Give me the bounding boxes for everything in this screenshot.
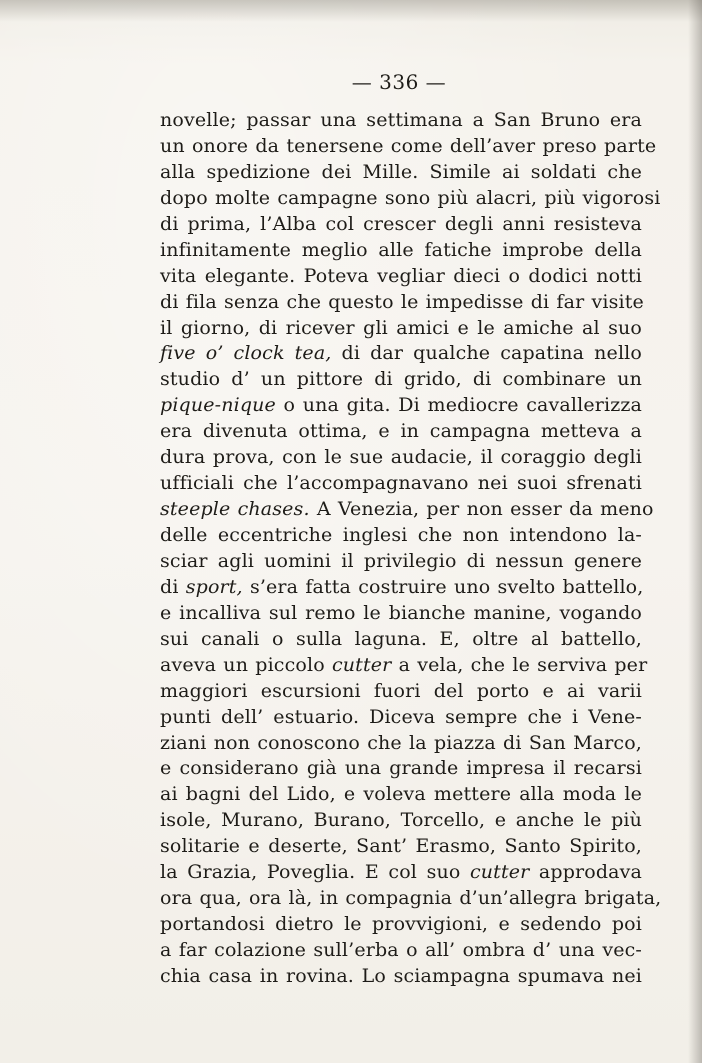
italic-text-run: pique-nique	[160, 394, 276, 417]
text-run: A Venezia, per non esser da meno	[309, 498, 654, 521]
text-run: o una gita. Di mediocre cavallerizza	[275, 394, 642, 417]
italic-text-run: cutter	[332, 653, 392, 676]
text-run: sciar agli uomini il privilegio di nessun genere	[160, 549, 642, 572]
text-run: di	[160, 575, 186, 598]
text-line	[160, 471, 642, 497]
text-line	[160, 808, 642, 834]
text-run: portandosi dietro le provvigioni, e sedendo poi	[160, 913, 642, 936]
text-run: a far colazione sull’erba o all’ ombra d’ una vec-	[160, 939, 642, 961]
text-line	[160, 860, 642, 886]
text-run: chia casa in rovina. Lo sciampagna spumava nei	[160, 964, 642, 987]
text-run: ora qua, ora là, in compagnia d’un’allegra brigata,	[160, 887, 662, 910]
italic-text-run: sport,	[185, 575, 243, 598]
text-run: aveva un piccolo	[160, 653, 332, 676]
text-run: ai bagni del Lido, e voleva mettere alla moda le	[160, 783, 642, 806]
text-run: un onore da tenersene come dell’aver preso parte	[160, 134, 657, 157]
text-run: s’era fatta costruire uno svelto battello,	[242, 575, 644, 598]
page-shadow-top	[0, 0, 702, 22]
text-run: approdava	[529, 861, 643, 884]
text-run: dura prova, con le sue audacie, il coraggio degli	[160, 446, 642, 469]
text-line	[160, 782, 642, 808]
text-run: e incalliva sul remo le bianche manine, vogando	[160, 601, 642, 624]
text-run: dopo molte campagne sono più alacri, più vigorosi	[160, 186, 661, 209]
text-line	[160, 134, 657, 160]
text-line	[160, 653, 648, 679]
text-line	[160, 264, 642, 290]
text-line	[160, 912, 642, 938]
text-run: studio d’ un pittore di grido, di combinare un	[160, 368, 642, 391]
text-line	[160, 601, 642, 627]
text-line	[160, 108, 642, 134]
text-run: a vela, che le serviva per	[391, 653, 648, 676]
text-run: di fila senza che questo le impedisse di far visite	[160, 290, 644, 313]
text-line	[160, 316, 642, 342]
text-run: era divenuta ottima, e in campagna metteva a	[160, 420, 642, 443]
text-run: maggiori escursioni fuori del porto e ai varii	[160, 679, 642, 702]
text-line	[160, 964, 642, 990]
text-line	[160, 238, 642, 264]
text-line	[160, 290, 642, 316]
text-line	[160, 445, 642, 471]
text-run: alla spedizione dei Mille. Simile ai soldati che	[160, 160, 642, 183]
text-run: delle eccentriche inglesi che non intendono la-	[160, 524, 642, 546]
text-run: novelle; passar una settimana a San Bruno era	[160, 109, 642, 131]
text-line	[160, 549, 642, 575]
body-text	[160, 108, 662, 990]
text-line	[160, 341, 642, 367]
text-run: e considerano già una grande impresa il recarsi	[160, 757, 642, 780]
text-line	[160, 731, 642, 757]
text-line	[160, 419, 642, 445]
text-line	[160, 575, 642, 601]
text-run: ziani non conoscono che la piazza di San Marco,	[160, 731, 642, 754]
text-line	[160, 523, 642, 549]
text-line	[160, 393, 642, 419]
page-number: — 336 —	[351, 70, 447, 94]
text-line	[160, 938, 642, 964]
text-line	[160, 497, 654, 523]
text-line	[160, 212, 642, 238]
text-run: punti dell’ estuario. Diceva sempre che i Vene-	[160, 705, 642, 728]
text-line	[160, 886, 662, 912]
text-run: di dar qualche capatina nello	[331, 342, 642, 365]
text-run: isole, Murano, Burano, Torcello, e anche le più	[160, 809, 642, 832]
text-line	[160, 367, 642, 393]
text-line	[160, 627, 642, 653]
text-run: il giorno, di ricever gli amici e le amiche al suo	[160, 316, 642, 339]
text-run: di prima, l’Alba col crescer degli anni resisteva	[160, 212, 642, 235]
text-run: solitarie e deserte, Sant’ Erasmo, Santo Spirito,	[160, 835, 642, 858]
text-line	[160, 160, 642, 186]
italic-text-run: steeple chases.	[160, 498, 310, 521]
text-line	[160, 705, 642, 731]
page-shadow-right	[688, 0, 702, 1063]
text-line	[160, 834, 642, 860]
text-line	[160, 756, 642, 782]
text-run: vita elegante. Poteva vegliar dieci o dodici notti	[160, 264, 642, 287]
italic-text-run: cutter	[470, 861, 530, 884]
text-run: ufficiali che l’accompagnavano nei suoi sfrenati	[160, 472, 642, 495]
text-line	[160, 679, 642, 705]
text-run: infinitamente meglio alle fatiche improbe della	[160, 238, 642, 261]
text-run: la Grazia, Poveglia. E col suo	[160, 861, 470, 884]
text-run: sui canali o sulla laguna. E, oltre al battello,	[160, 627, 642, 650]
text-line	[160, 186, 661, 212]
italic-text-run: five o’ clock tea,	[160, 342, 332, 365]
